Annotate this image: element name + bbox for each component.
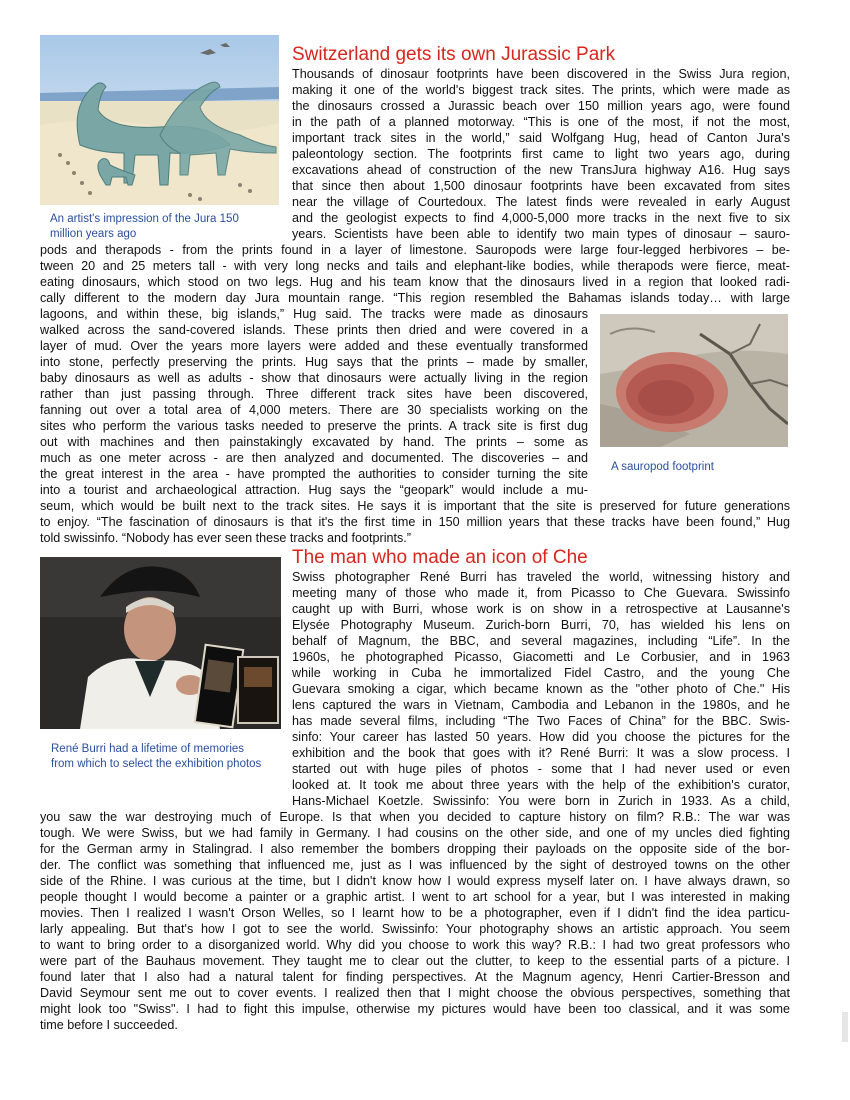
article1-line: eating dinosaurs, which stood on two legs. Hug and his team know that the dinosaurs lived in a region that looked radi- (40, 275, 790, 289)
article2-line: larly appealing. But that's how I got to see the world. Swissinfo: Your photography shows an artistic approach. You seem (40, 922, 790, 936)
article1-line: Thousands of dinosaur footprints have been discovered in the Swiss Jura region, (292, 67, 790, 81)
article1-line: that since then about 1,500 dinosaur footprints have been excavated from sites (292, 179, 790, 193)
article1-line: tween 20 and 25 meters tall - with very long necks and tails and elephant-like bodies, while therapods were fierce, meat- (40, 259, 790, 273)
figure1-caption: An artist's impression of the Jura 150 million years ago (50, 213, 239, 240)
article1-line: seum, which would be built next to the track sites. He says it is important that the site is preserved for future generations (40, 499, 790, 513)
article1-line: the dinosaurs crossed a Jurassic beach over 150 million years ago, were found (292, 99, 790, 113)
article2-line: Hans-Michael Koetzle. Swissinfo: You were born in Zurich in 1933. As a child, (292, 794, 790, 808)
article2-line: people thought I would become a painter or a graphic artist. I went to art school for a year, but I was interested in making (40, 890, 790, 904)
article1-line: sites who perform the various tasks needed to preserve the prints. A track site is first dug (40, 419, 588, 433)
article1-line: the great interest in the area - have prompted the authorities to consider turning the site (40, 467, 588, 481)
jura-dinosaur-illustration (40, 35, 279, 205)
article2-line: while working in Cuba he immortalized Fidel Castro, and the young Che (292, 666, 790, 680)
article2-line: to want to bring order to a disorganized world. Why did you choose to work this way? R.B.: I had two great professors who (40, 938, 790, 952)
article1-line: lagoons, and within these, big islands,” Hug said. The tracks were made as dinosaurs (40, 307, 588, 321)
article2-line: meeting many of those who made it, from Picasso to Che Guevara. Swissinfo (292, 586, 790, 600)
figure3-caption: René Burri had a lifetime of memories from which to select the exhibition photos (51, 743, 262, 770)
article2-line: you saw the war destroying much of Europe. Is that when you decided to capture history on film? R.B.: The war was (40, 810, 790, 824)
article2-title: The man who made an icon of Che (292, 547, 588, 568)
article2-line: Guevara smoking a cigar, which became known as the "other photo of Che." His (292, 682, 790, 696)
article1-line: cally different to the modern day Jura mountain range. “This region resembled the Bahamas islands today… with large (40, 291, 790, 305)
article2-line: sinfo: Your career has lasted 50 years. How did you choose the pictures for the (292, 730, 790, 744)
article1-title: Switzerland gets its own Jurassic Park (292, 44, 616, 65)
article2-line: has made several films, including “The Two Faces of China” for the BBC. Swis- (292, 714, 790, 728)
article2-line: exhibition and the book that goes with it? René Burri: It was a slow process. I (292, 746, 790, 760)
sauropod-footprint-photo (600, 314, 788, 447)
article2-line: tough. We were Swiss, but we had family in Germany. I had cousins on the other side, and one of my uncles died fighting (40, 826, 790, 840)
article1-line: paleontology section. The footprints first came to light two years ago, during (292, 147, 790, 161)
article1-line: fanning out over a total area of 4,000 meters. There are 30 specialists working on the (40, 403, 588, 417)
article2-line: David Seymour sent me out to cover events. I realized then that I might choose the obvious perspectives, something that (40, 986, 790, 1000)
article2-line: 1960s, he photographed Picasso, Giacometti and Le Corbusier, and in 1963 (292, 650, 790, 664)
page-edge-mark (842, 1012, 848, 1042)
article1-line: into a tourist and archaeological attraction. Hug says the “geopark” would include a mu- (40, 483, 588, 497)
article1-line: much as one meter across - are then analyzed and documented. The discoveries – and (40, 451, 588, 465)
rene-burri-photo (40, 557, 281, 729)
article2-line: found later that I also had a natural talent for finding perspectives. At the Magnum agency, Henri Cartier-Bresson and (40, 970, 790, 984)
article1-line: told swissinfo. “Nobody has ever seen these tracks and footprints.” (40, 531, 411, 545)
article2-line: movies. Then I realized I wasn't Orson Welles, so I learnt how to be a photographer, even if I didn't find the idea particu- (40, 906, 790, 920)
article2-line: Elysée Photography Museum. Zurich-born Burri, 70, has wielded his lens on (292, 618, 790, 632)
article1-line: in the path of a planned motorway. “This is one of the most, if not the most, (292, 115, 790, 129)
article1-line: making it one of the world's biggest track sites. The prints, which were made as (292, 83, 790, 97)
article1-line: excavations ahead of construction of the new TransJura highway A16. Hug says (292, 163, 790, 177)
article1-line: years. Scientists have been able to identify two main types of dinosaur – sauro- (292, 227, 790, 241)
article2-line: were part of the Bauhaus movement. They taught me to clear out the clutter, to keep to the essential parts of a picture. I (40, 954, 790, 968)
article1-line: out with machines and then painstakingly excavated by hand. The prints – some as (40, 435, 588, 449)
article1-line: pods and therapods - from the prints found in a layer of limestone. Sauropods were large four-legged herbivores – be- (40, 243, 790, 257)
article2-line: caught up with Burri, whose work is on show in a retrospective at Lausanne's (292, 602, 790, 616)
article2-line: behalf of Magnum, the BBC, and several magazines, including “Life”. In the (292, 634, 790, 648)
article1-line: walked across the sand-covered islands. These prints then dried and were covered in a (40, 323, 588, 337)
article1-line: rather than just passing through. Three different track sites have been discovered, (40, 387, 588, 401)
article1-line: baby dinosaurs as well as adults - show that dinosaurs were actually living in the region (40, 371, 588, 385)
article2-line: time before I succeeded. (40, 1018, 178, 1032)
article1-line: and the geologist expects to find 4,000-5,000 more tracks in the next five to six (292, 211, 790, 225)
article1-line: layer of mud. Over the years more layers were added and these eventually transformed (40, 339, 588, 353)
article1-line: near the village of Courtedoux. The latest finds were revealed in early August (292, 195, 790, 209)
article1-line: into stone, perfectly preserving the prints. Hug says that the prints – made by smaller, (40, 355, 588, 369)
article1-line: to enjoy. “The fascination of dinosaurs is that it's the first time in 150 million years that these tracks have been found,” Hug (40, 515, 790, 529)
article2-line: might look too "Swiss". I had to fight this impulse, otherwise my pictures would have been too classical, and it was some (40, 1002, 790, 1016)
article2-line: for the German army in Stalingrad. I also remember the bombers dropping their payloads on the opposite side of the bor- (40, 842, 790, 856)
figure2-caption: A sauropod footprint (611, 461, 714, 473)
article2-line: Swiss photographer René Burri has traveled the world, witnessing history and (292, 570, 790, 584)
article2-line: looked at. It took me about three years with the help of the exhibition's curator, (292, 778, 790, 792)
article2-line: lens captured the wars in Vietnam, Cambodia and Lebanon in the 1980s, and he (292, 698, 790, 712)
article2-line: der. The conflict was something that influenced me, just as I was influenced by the sight of destroyed towns on the other (40, 858, 790, 872)
article2-line: side of the Rhine. I was curious at the time, but I didn't know how I would express myself later on. I have always drawn, so (40, 874, 790, 888)
article1-line: important track sites in the world,” said Wolfgang Hug, head of Canton Jura's (292, 131, 790, 145)
article2-line: started out with huge piles of photos - some that I had never used or even (292, 762, 790, 776)
